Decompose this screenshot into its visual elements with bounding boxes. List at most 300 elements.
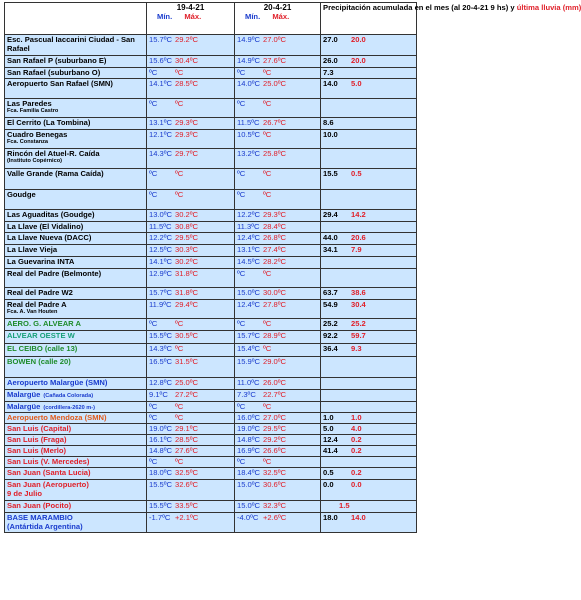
station-row xyxy=(5,513,417,533)
precip-accumulated: 63.7 xyxy=(323,288,338,297)
station-row xyxy=(5,457,417,468)
station-name: Malargüe xyxy=(7,402,41,411)
day2-max-temp: 27.4ºC xyxy=(263,245,287,254)
day2-temp-cell xyxy=(235,357,321,378)
station-cell xyxy=(5,56,147,68)
day2-max-temp: 28.9ºC xyxy=(263,331,287,340)
station-cell xyxy=(5,413,147,424)
day1-temp-cell xyxy=(147,56,235,68)
day2-max-temp: 28.2ºC xyxy=(263,257,287,266)
day2-min-temp: ºC xyxy=(237,402,246,411)
day2-max-temp: ºC xyxy=(263,457,272,466)
station-row xyxy=(5,269,417,288)
precip-accumulated: 25.2 xyxy=(323,319,338,328)
station-subtitle: (Instituto Copérnico) xyxy=(7,158,62,164)
station-name: Las Paredes xyxy=(7,99,52,108)
day2-max-temp: ºC xyxy=(263,344,272,353)
station-cell xyxy=(5,190,147,210)
precip-cell xyxy=(321,257,417,269)
day2-min-temp: 11.5ºC xyxy=(237,118,260,127)
precip-accumulated: 26.0 xyxy=(323,56,338,65)
day1-temp-cell xyxy=(147,468,235,480)
day2-temp-cell xyxy=(235,378,321,390)
day2-min-temp: 13.2ºC xyxy=(237,149,261,158)
station-cell xyxy=(5,501,147,513)
station-subtitle: (cordillera-2620 m-) xyxy=(43,405,95,411)
day1-max-temp: 29.2ºC xyxy=(175,35,199,44)
station-cell xyxy=(5,245,147,257)
day2-min-temp: 12.4ºC xyxy=(237,300,261,309)
day1-min-temp: ºC xyxy=(149,413,158,422)
day1-min-temp: 15.5ºC xyxy=(149,501,173,510)
day2-min-temp: ºC xyxy=(237,319,246,328)
station-name: Esc. Pascual Iaccarini Ciudad - San Rafael xyxy=(7,35,135,53)
station-cell xyxy=(5,424,147,435)
day1-temp-cell xyxy=(147,457,235,468)
day2-min-temp: 15.4ºC xyxy=(237,344,261,353)
precip-last-rain: 14.2 xyxy=(351,210,366,219)
day1-min-temp: 14.3ºC xyxy=(149,149,173,158)
station-name: EL CEIBO (calle 13) xyxy=(7,344,78,353)
precip-cell xyxy=(321,222,417,233)
precip-header-red-text: última lluvia (mm) xyxy=(516,3,581,12)
day2-temp-cell xyxy=(235,257,321,269)
day1-min-temp: ºC xyxy=(149,457,158,466)
station-subtitle: Fca. Constanza xyxy=(7,139,49,145)
day2-min-temp: 13.1ºC xyxy=(237,245,261,254)
precip-cell xyxy=(321,457,417,468)
precip-cell xyxy=(321,210,417,222)
precip-cell xyxy=(321,319,417,331)
station-name: ALVEAR OESTE W xyxy=(7,331,75,340)
day1-temp-cell xyxy=(147,257,235,269)
precip-last-rain: 30.4 xyxy=(351,300,366,309)
day2-min-temp: ºC xyxy=(237,269,246,278)
day2-temp-cell xyxy=(235,300,321,319)
station-cell xyxy=(5,480,147,501)
station-row xyxy=(5,169,417,190)
day1-temp-cell xyxy=(147,446,235,457)
station-row xyxy=(5,79,417,99)
station-name: La Llave (El Vidalino) xyxy=(7,222,84,231)
day2-temp-cell xyxy=(235,149,321,169)
station-cell xyxy=(5,457,147,468)
precip-cell xyxy=(321,118,417,130)
day2-min-temp: 12.2ºC xyxy=(237,210,261,219)
station-row xyxy=(5,245,417,257)
day1-max-temp: ºC xyxy=(175,413,184,422)
day1-temp-cell xyxy=(147,300,235,319)
precip-last-rain: 1.0 xyxy=(351,413,362,422)
day1-max-temp: 32.5ºC xyxy=(175,468,199,477)
day1-min-temp: ºC xyxy=(149,190,158,199)
header-day1 xyxy=(147,3,235,35)
day1-max-temp: 28.5ºC xyxy=(175,79,199,88)
precip-last-rain: 0.2 xyxy=(351,468,362,477)
day2-temp-cell xyxy=(235,319,321,331)
day1-max-temp: 29.7ºC xyxy=(175,149,199,158)
day1-max-temp: 29.5ºC xyxy=(175,233,199,242)
station-name: BOWEN (calle 20) xyxy=(7,357,71,366)
station-name: Aeropuerto Malargüe (SMN) xyxy=(7,378,108,387)
station-name: San Rafael (suburbano O) xyxy=(7,68,101,77)
precip-cell xyxy=(321,56,417,68)
station-subtitle: (Cañada Colorada) xyxy=(43,393,94,399)
day1-min-temp: 14.1ºC xyxy=(149,79,173,88)
precip-cell xyxy=(321,79,417,99)
day1-min-temp: 12.8ºC xyxy=(149,378,173,387)
day1-max-temp: 31.8ºC xyxy=(175,269,199,278)
station-subtitle: 9 de Julio xyxy=(7,489,43,498)
station-cell xyxy=(5,35,147,56)
day1-temp-cell xyxy=(147,233,235,245)
station-name: La Llave Vieja xyxy=(7,245,58,254)
day1-temp-cell xyxy=(147,413,235,424)
day1-min-temp: 13.1ºC xyxy=(149,118,173,127)
day1-max-temp: ºC xyxy=(175,68,184,77)
day2-min-temp: 10.5ºC xyxy=(237,130,261,139)
station-name: San Juan (Santa Lucia) xyxy=(7,468,91,477)
day1-temp-cell xyxy=(147,344,235,357)
station-row xyxy=(5,344,417,357)
day2-max-temp: ºC xyxy=(263,319,272,328)
day2-temp-cell xyxy=(235,390,321,402)
precip-cell xyxy=(321,513,417,533)
station-name: Real del Padre (Belmonte) xyxy=(7,269,102,278)
day1-min-temp: 18.0ºC xyxy=(149,468,173,477)
day1-max-temp: ºC xyxy=(175,99,184,108)
day2-min-temp: 7.3ºC xyxy=(237,390,256,399)
station-row xyxy=(5,257,417,269)
day1-temp-cell xyxy=(147,513,235,533)
day2-min-temp: ºC xyxy=(237,99,246,108)
day1-max-temp: 31.5ºC xyxy=(175,357,199,366)
day1-max-temp: 27.2ºC xyxy=(175,390,199,399)
station-name: San Luis (Merlo) xyxy=(7,446,67,455)
header-station-cell xyxy=(5,3,147,35)
day1-min-temp: 11.9ºC xyxy=(149,300,172,309)
station-name: Las Aguaditas (Goudge) xyxy=(7,210,95,219)
day1-temp-cell xyxy=(147,149,235,169)
station-row xyxy=(5,331,417,344)
precip-accumulated: 14.0 xyxy=(323,79,338,88)
day1-min-temp: 15.7ºC xyxy=(149,288,173,297)
day2-max-temp: 26.0ºC xyxy=(263,378,287,387)
precip-accumulated: 1.0 xyxy=(323,413,334,422)
station-cell xyxy=(5,169,147,190)
station-name: San Luis (Fraga) xyxy=(7,435,67,444)
precip-cell xyxy=(321,413,417,424)
precip-cell xyxy=(321,501,417,513)
day2-max-temp: 29.2ºC xyxy=(263,435,287,444)
precip-last-rain: 20.0 xyxy=(351,35,366,44)
station-cell xyxy=(5,222,147,233)
precip-accumulated: 27.0 xyxy=(323,35,338,44)
day2-max-temp: 25.0ºC xyxy=(263,79,287,88)
day2-max-temp: 27.0ºC xyxy=(263,413,287,422)
station-cell xyxy=(5,233,147,245)
precip-accumulated: 41.4 xyxy=(323,446,338,455)
station-name: La Llave Nueva (DACC) xyxy=(7,233,92,242)
day1-temp-cell xyxy=(147,245,235,257)
day2-max-temp: +2.6ºC xyxy=(263,513,287,522)
day2-min-temp: 14.8ºC xyxy=(237,435,261,444)
day1-max-temp: +2.1ºC xyxy=(175,513,199,522)
day2-date: 20-4-21 xyxy=(263,3,292,12)
station-subtitle: Fca. A. Van Houten xyxy=(7,309,58,315)
day1-temp-cell xyxy=(147,79,235,99)
station-cell xyxy=(5,344,147,357)
day1-min-temp: 19.0ºC xyxy=(149,424,173,433)
station-cell xyxy=(5,68,147,79)
day1-temp-cell xyxy=(147,169,235,190)
precip-cell xyxy=(321,288,417,300)
precip-cell xyxy=(321,300,417,319)
station-name: San Rafael P (suburbano E) xyxy=(7,56,107,65)
precip-last-rain: 5.0 xyxy=(351,79,362,88)
day1-max-temp: 30.3ºC xyxy=(175,245,199,254)
precip-cell xyxy=(321,99,417,118)
day1-max-temp: 29.3ºC xyxy=(175,118,199,127)
day1-max-temp: 30.2ºC xyxy=(175,210,199,219)
precip-cell xyxy=(321,480,417,501)
station-name: Cuadro Benegas xyxy=(7,130,68,139)
precip-accumulated: 92.2 xyxy=(323,331,338,340)
day2-temp-cell xyxy=(235,233,321,245)
day1-temp-cell xyxy=(147,210,235,222)
day1-min-temp: 13.0ºC xyxy=(149,210,173,219)
day1-max-temp: 29.4ºC xyxy=(175,300,199,309)
day2-temp-cell xyxy=(235,99,321,118)
day1-min-temp: ºC xyxy=(149,99,158,108)
day1-max-temp: 31.8ºC xyxy=(175,288,199,297)
station-row xyxy=(5,435,417,446)
precip-last-rain: 0.0 xyxy=(351,480,362,489)
day1-max-temp: 30.8ºC xyxy=(175,222,199,231)
station-name: Aeropuerto San Rafael (SMN) xyxy=(7,79,113,88)
precip-accumulated: 15.5 xyxy=(323,169,338,178)
day1-temp-cell xyxy=(147,435,235,446)
day2-temp-cell xyxy=(235,331,321,344)
station-cell xyxy=(5,118,147,130)
day1-temp-cell xyxy=(147,480,235,501)
day2-temp-cell xyxy=(235,457,321,468)
day2-max-temp: 26.6ºC xyxy=(263,446,287,455)
day1-temp-cell xyxy=(147,357,235,378)
station-row xyxy=(5,68,417,79)
day2-max-temp: 27.0ºC xyxy=(263,35,287,44)
day2-max-temp: ºC xyxy=(263,169,272,178)
day2-min-temp: 11.0ºC xyxy=(237,378,260,387)
day2-max-temp: 26.8ºC xyxy=(263,233,287,242)
day2-max-temp: 29.3ºC xyxy=(263,210,287,219)
day1-temp-cell xyxy=(147,424,235,435)
station-name: La Guevarina INTA xyxy=(7,257,75,266)
day1-min-temp: 15.6ºC xyxy=(149,56,173,65)
day2-max-temp: ºC xyxy=(263,269,272,278)
day2-min-temp: 14.9ºC xyxy=(237,56,261,65)
precip-last-rain: 0.2 xyxy=(351,446,362,455)
day2-max-temp: ºC xyxy=(263,190,272,199)
precip-cell xyxy=(321,245,417,257)
day2-temp-cell xyxy=(235,190,321,210)
precip-last-rain: 20.0 xyxy=(351,56,366,65)
day2-max-temp: 28.4ºC xyxy=(263,222,287,231)
day1-min-temp: ºC xyxy=(149,169,158,178)
precip-cell xyxy=(321,190,417,210)
day1-date: 19-4-21 xyxy=(176,3,205,12)
station-subtitle: Fca. Familia Castro xyxy=(7,108,59,114)
day2-max-temp: 30.0ºC xyxy=(263,288,287,297)
station-row xyxy=(5,413,417,424)
station-cell xyxy=(5,378,147,390)
precip-cell xyxy=(321,446,417,457)
day1-min-temp: 15.5ºC xyxy=(149,331,173,340)
station-row xyxy=(5,233,417,245)
station-name: Aeropuerto Mendoza (SMN) xyxy=(7,413,107,422)
station-cell xyxy=(5,257,147,269)
day1-temp-cell xyxy=(147,378,235,390)
day1-min-temp: 15.7ºC xyxy=(149,35,173,44)
header-day2 xyxy=(235,3,321,35)
day1-max-temp: ºC xyxy=(175,457,184,466)
day2-max-temp: ºC xyxy=(263,130,272,139)
station-cell xyxy=(5,390,147,402)
day2-temp-cell xyxy=(235,288,321,300)
day2-max-temp: 29.0ºC xyxy=(263,357,287,366)
day1-max-temp: 30.4ºC xyxy=(175,56,199,65)
day1-min-temp: 14.1ºC xyxy=(149,257,173,266)
day1-min-label: Mín. xyxy=(157,12,173,21)
day2-min-temp: -4.0ºC xyxy=(237,513,259,522)
day2-temp-cell xyxy=(235,222,321,233)
day1-min-temp: 12.1ºC xyxy=(149,130,173,139)
day1-temp-cell xyxy=(147,99,235,118)
day2-temp-cell xyxy=(235,35,321,56)
station-name: Goudge xyxy=(7,190,36,199)
station-row xyxy=(5,480,417,501)
day1-max-temp: 30.2ºC xyxy=(175,257,199,266)
day1-min-temp: -1.7ºC xyxy=(149,513,171,522)
precip-cell xyxy=(321,402,417,413)
day2-min-temp: 15.0ºC xyxy=(237,288,261,297)
day2-min-temp: 12.4ºC xyxy=(237,233,261,242)
day1-max-label: Máx. xyxy=(184,12,202,21)
precip-last-rain: 59.7 xyxy=(351,331,366,340)
precip-header-text: Precipitación acumulada en el mes (al 20-4-21 9 hs) y xyxy=(323,3,515,12)
station-subtitle: (Antártida Argentina) xyxy=(7,522,83,531)
day1-max-temp: 29.3ºC xyxy=(175,130,199,139)
station-row xyxy=(5,130,417,149)
day1-min-temp: 12.9ºC xyxy=(149,269,173,278)
precip-cell xyxy=(321,344,417,357)
day1-temp-cell xyxy=(147,390,235,402)
station-name: San Luis (Capital) xyxy=(7,424,72,433)
day2-min-temp: 11.3ºC xyxy=(237,222,260,231)
day2-max-temp: 29.5ºC xyxy=(263,424,287,433)
day1-temp-cell xyxy=(147,190,235,210)
day2-max-temp: 32.5ºC xyxy=(263,468,287,477)
day1-temp-cell xyxy=(147,288,235,300)
day1-max-temp: 29.1ºC xyxy=(175,424,199,433)
day2-max-temp: 26.7ºC xyxy=(263,118,287,127)
station-row xyxy=(5,378,417,390)
day1-max-temp: ºC xyxy=(175,169,184,178)
weather-sheet xyxy=(4,2,581,533)
day1-min-temp: 16.1ºC xyxy=(149,435,173,444)
precip-accumulated: 8.6 xyxy=(323,118,334,127)
precip-accumulated: 12.4 xyxy=(323,435,338,444)
station-cell xyxy=(5,79,147,99)
precip-accumulated: 54.9 xyxy=(323,300,338,309)
station-cell xyxy=(5,319,147,331)
day2-temp-cell xyxy=(235,513,321,533)
day2-max-temp: 32.3ºC xyxy=(263,501,287,510)
day2-min-temp: 15.0ºC xyxy=(237,480,261,489)
station-row xyxy=(5,99,417,118)
day1-min-temp: 14.3ºC xyxy=(149,344,173,353)
station-row xyxy=(5,390,417,402)
station-name: Malargüe xyxy=(7,390,41,399)
day2-min-temp: 15.0ºC xyxy=(237,501,261,510)
day2-temp-cell xyxy=(235,501,321,513)
station-cell xyxy=(5,402,147,413)
day1-max-temp: 33.5ºC xyxy=(175,501,199,510)
header-precip xyxy=(321,3,581,35)
day2-temp-cell xyxy=(235,446,321,457)
day1-max-temp: ºC xyxy=(175,319,184,328)
day1-max-temp: 25.0ºC xyxy=(175,378,199,387)
station-name: San Juan (Pocito) xyxy=(7,501,72,510)
day2-max-temp: ºC xyxy=(263,68,272,77)
precip-cell xyxy=(321,435,417,446)
precip-cell xyxy=(321,424,417,435)
precip-accumulated: 7.3 xyxy=(323,68,334,77)
day1-temp-cell xyxy=(147,68,235,79)
day2-temp-cell xyxy=(235,68,321,79)
day2-min-temp: 16.9ºC xyxy=(237,446,261,455)
day2-max-temp: 25.8ºC xyxy=(263,149,287,158)
day1-min-temp: 11.5ºC xyxy=(149,222,172,231)
station-cell xyxy=(5,331,147,344)
day2-temp-cell xyxy=(235,402,321,413)
day2-min-temp: 14.9ºC xyxy=(237,35,261,44)
station-row xyxy=(5,319,417,331)
station-name: Valle Grande (Rama Caída) xyxy=(7,169,104,178)
station-row xyxy=(5,190,417,210)
day2-temp-cell xyxy=(235,468,321,480)
station-cell xyxy=(5,300,147,319)
station-name: Real del Padre W2 xyxy=(7,288,73,297)
day2-min-temp: 15.7ºC xyxy=(237,331,261,340)
station-name: San Juan (Aeropuerto) xyxy=(7,480,89,489)
weather-table xyxy=(4,2,581,533)
precip-last-rain: 7.9 xyxy=(351,245,362,254)
day1-max-temp: 28.5ºC xyxy=(175,435,199,444)
precip-accumulated: 34.1 xyxy=(323,245,338,254)
day2-temp-cell xyxy=(235,169,321,190)
day2-min-temp: 15.9ºC xyxy=(237,357,261,366)
day1-max-temp: 30.5ºC xyxy=(175,331,199,340)
day2-min-temp: 14.5ºC xyxy=(237,257,261,266)
precip-last-rain: 0.5 xyxy=(351,169,362,178)
day1-temp-cell xyxy=(147,402,235,413)
station-cell xyxy=(5,130,147,149)
precip-cell xyxy=(321,130,417,149)
precip-accumulated: 5.0 xyxy=(323,424,334,433)
day1-min-temp: ºC xyxy=(149,319,158,328)
day2-temp-cell xyxy=(235,118,321,130)
